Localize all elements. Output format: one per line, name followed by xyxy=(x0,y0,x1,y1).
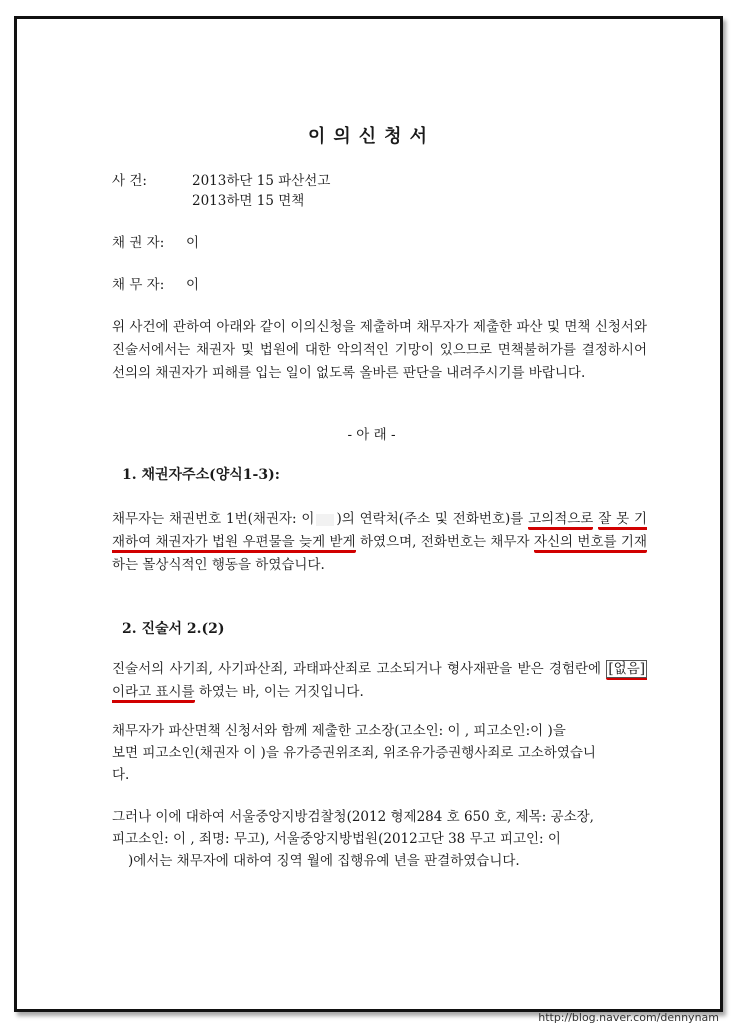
debtor-value: 이 xyxy=(186,277,200,293)
s1-highlight-2: 잘 못 기재하여 채권자가 법원 우편물을 늦게 받게 xyxy=(112,511,647,553)
case-line-2: 2013하면 15 면책 xyxy=(192,193,305,209)
s2-p1-part-c: 이라고 표시를 xyxy=(112,684,195,700)
s1-part-g: 하는 몰상식적인 행동을 하였습니다. xyxy=(112,557,325,573)
s1-part-a: 채무자는 채권번호 1번(채권자: 이 xyxy=(112,511,315,527)
s1-part-b: )의 연락처(주소 및 전화번호)를 xyxy=(336,511,524,527)
s2-p2-line-1: 채무자가 파산면책 신청서와 함께 제출한 고소장(고소인: 이 , 피고소인:이 )을 xyxy=(112,723,566,739)
creditor-value: 이 xyxy=(186,235,200,251)
section-1-paragraph xyxy=(112,508,647,577)
s1-part-e: 하였으며, 전화번호는 채무자 xyxy=(359,534,530,550)
document-title: 이의신청서 xyxy=(308,126,435,147)
case-label: 사 건: xyxy=(112,173,147,189)
section-2-heading: 2. 진술서 2.(2) xyxy=(122,621,225,637)
s2-p1-part-d: 하였는 바, 이는 거짓입니다. xyxy=(198,684,364,700)
blog-watermark: http://blog.naver.com/dennynam xyxy=(538,1011,719,1024)
s2-p3-line-1: 그러나 이에 대하여 서울중앙지방검찰청(2012 형제284 호 650 호, 제목: 공소장, xyxy=(112,809,594,825)
case-line-1: 2013하단 15 파산선고 xyxy=(192,173,331,189)
s2-p1-bracket: [없음] xyxy=(608,661,646,677)
s2-p1-part-a: 진술서의 사기죄, 사기파산죄, 과태파산죄로 고소되거나 형사재판을 받은 경험란에 xyxy=(112,661,602,677)
s2-p3-line-3: )에서는 채무자에 대하여 징역 월에 집행유예 년을 판결하였습니다. xyxy=(128,853,520,869)
s1-highlight-1: 고의적으로 xyxy=(528,511,593,530)
creditor-label: 채 권 자: xyxy=(112,235,165,251)
debtor-label: 채 무 자: xyxy=(112,277,165,293)
s2-p2-line-2: 보면 피고소인(채권자 이 )을 유가증권위조죄, 위조유가증권행사죄로 고소하였습니 xyxy=(112,745,596,761)
s2-p2-line-3: 다. xyxy=(112,767,130,783)
section-2-paragraph-1 xyxy=(112,658,647,704)
below-heading: - 아 래 - xyxy=(347,427,396,443)
intro-paragraph: 위 사건에 관하여 아래와 같이 이의신청을 제출하며 채무자가 제출한 파산 및 면책 신청서와 진술서에서는 채권자 및 법원에 대한 악의적인 기망이 있으므로 면책불허가를 결정하시어 선의의 채권자가 피해를 입는 일이 없도록 올바른 판단을 내려주시기를 바랍니다. xyxy=(112,319,647,381)
s2-p3-line-2: 피고소인: 이 , 죄명: 무고), 서울중앙지방법원(2012고단 38 무고 피고인: 이 xyxy=(112,831,561,847)
section-1-heading: 1. 채권자주소(양식1-3): xyxy=(122,467,280,483)
redaction xyxy=(316,514,334,526)
s1-highlight-3: 자신의 번호를 기재 xyxy=(534,534,647,553)
